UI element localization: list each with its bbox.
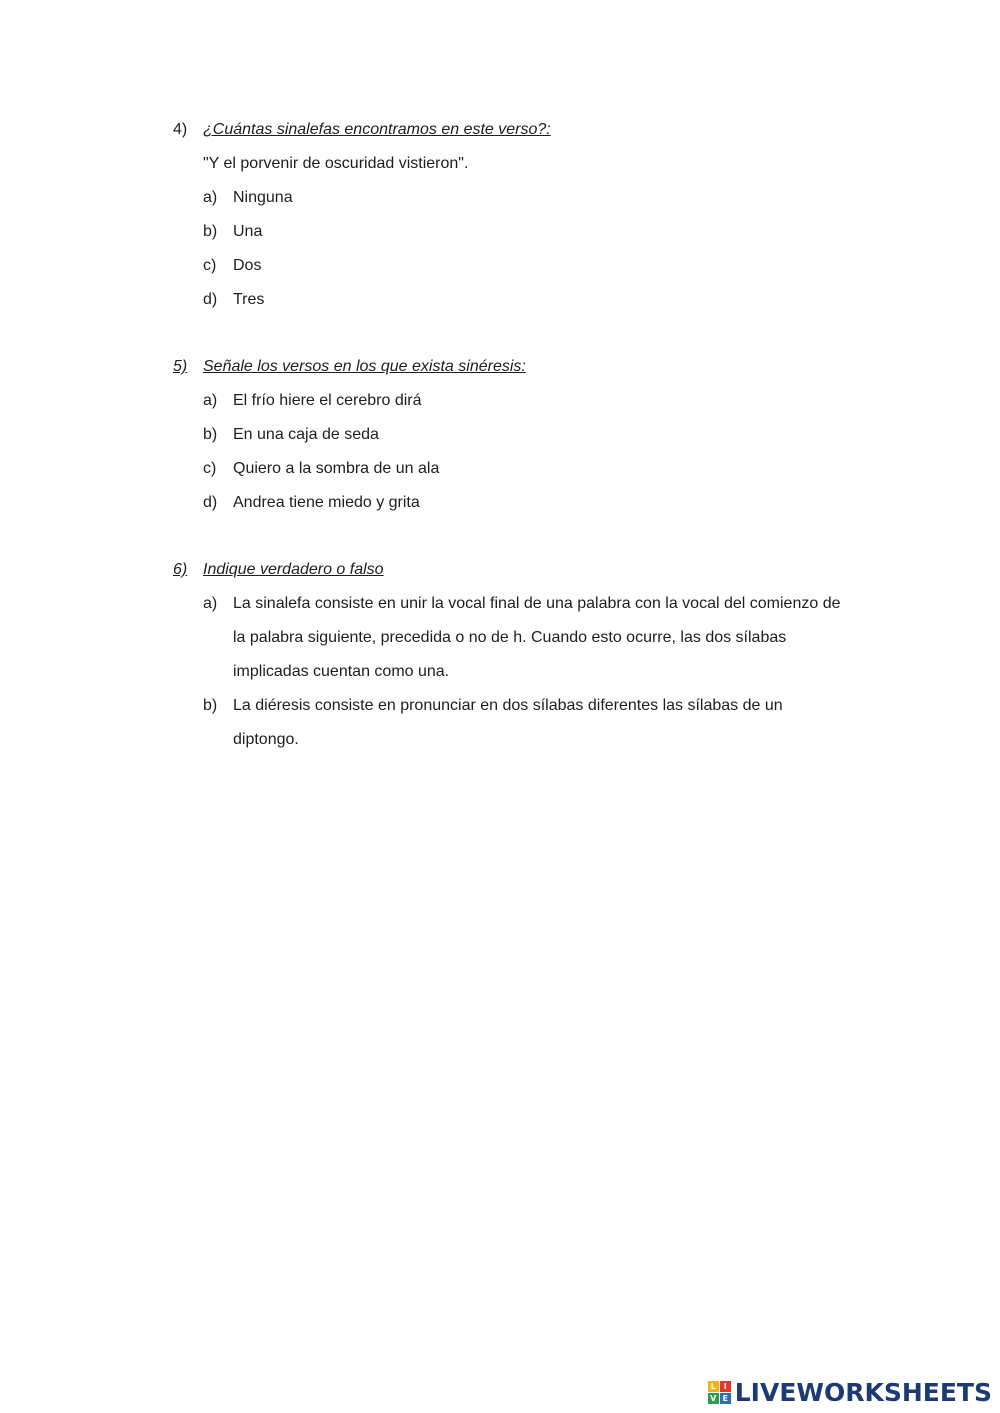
logo-text: LIVEWORKSHEETS [734, 1378, 992, 1407]
option-d[interactable] [203, 283, 843, 317]
question-6 [173, 553, 843, 757]
option-b[interactable] [203, 689, 843, 757]
option-letter: b) [203, 426, 218, 443]
option-text: Tres [233, 291, 265, 308]
option-a[interactable] [203, 587, 843, 689]
option-d[interactable] [203, 486, 843, 520]
option-letter: a) [203, 392, 218, 409]
option-letter: a) [203, 595, 218, 612]
option-letter: c) [203, 460, 217, 477]
liveworksheets-logo [708, 1378, 992, 1407]
logo-block: V [708, 1393, 719, 1404]
option-text: Ninguna [233, 189, 293, 206]
option-letter: b) [203, 697, 218, 714]
question-title: Indique verdadero o falso [203, 561, 384, 578]
option-c[interactable] [203, 452, 843, 486]
option-letter: a) [203, 189, 218, 206]
option-text: Andrea tiene miedo y grita [233, 494, 420, 511]
option-text: En una caja de seda [233, 426, 379, 443]
logo-blocks-icon [708, 1381, 731, 1404]
option-a[interactable] [203, 181, 843, 215]
option-text: La sinalefa consiste en unir la vocal final de una palabra con la vocal del comienzo de la palabra siguiente, precedida o no de h. Cuando esto ocurre, las dos sílabas implicadas cuentan como una. [233, 595, 841, 680]
option-letter: b) [203, 223, 218, 240]
question-header [173, 553, 843, 587]
option-text: Quiero a la sombra de un ala [233, 460, 440, 477]
question-header [173, 113, 843, 147]
question-4 [173, 113, 843, 317]
option-text: Dos [233, 257, 262, 274]
option-text: Una [233, 223, 263, 240]
logo-block: E [720, 1393, 731, 1404]
option-letter: c) [203, 257, 217, 274]
question-header [173, 350, 843, 384]
question-number: 4) [173, 121, 188, 138]
option-letter: d) [203, 494, 218, 511]
option-text: La diéresis consiste en pronunciar en dos sílabas diferentes las sílabas de un diptongo. [233, 697, 783, 748]
option-b[interactable] [203, 418, 843, 452]
logo-block: I [720, 1381, 731, 1392]
logo-block: L [708, 1381, 719, 1392]
option-letter: d) [203, 291, 218, 308]
option-c[interactable] [203, 249, 843, 283]
question-5 [173, 350, 843, 520]
option-b[interactable] [203, 215, 843, 249]
option-a[interactable] [203, 384, 843, 418]
question-title: ¿Cuántas sinalefas encontramos en este verso?: [203, 121, 551, 138]
question-prompt: "Y el porvenir de oscuridad vistieron". [203, 155, 469, 172]
question-number: 5) [173, 358, 188, 375]
question-title: Señale los versos en los que exista sinéresis: [203, 358, 526, 375]
option-text: El frío hiere el cerebro dirá [233, 392, 422, 409]
question-number: 6) [173, 561, 188, 578]
